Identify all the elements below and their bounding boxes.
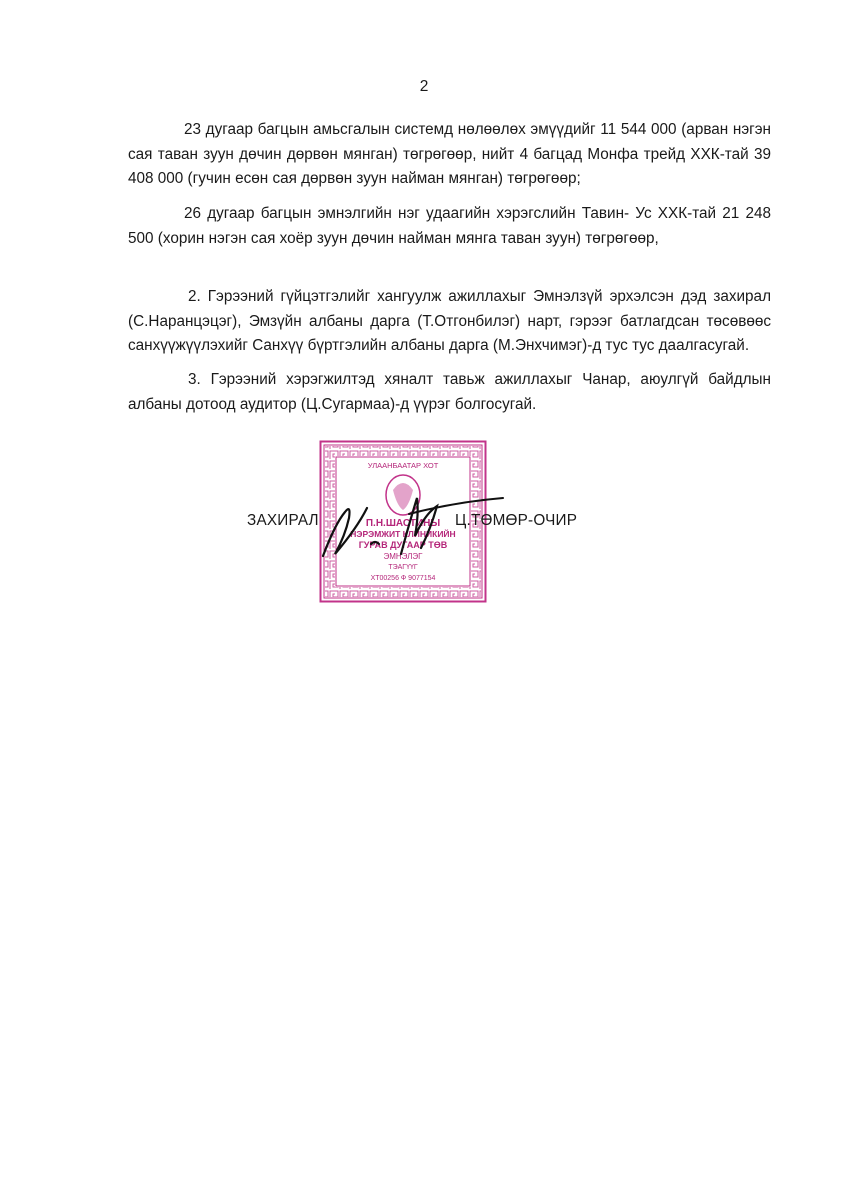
paragraph-audit [128, 368, 771, 417]
paragraph-text: 26 дугаар багцын эмнэлгийн нэг удаагийн хэрэгслийн Тавин- Ус ХХК-тай 21 248 500 (хорин нэгэн сая хоёр зуун дөчин найман мянга таван зуун) төгрөгөөр, [128, 205, 771, 247]
paragraph-text: 23 дугаар багцын амьсгалын системд нөлөөлөх эмүүдийг 11 544 000 (арван нэгэн сая таван зуун дөчин дөрвөн мянган) төгрөгөөр, нийт 4 багцад Монфа трейд ХХК-тай 39 408 000 (гучин есөн сая дөрвөн зуун найман мянган) төгрөгөөр; [128, 121, 771, 187]
stamp-text-hospital: ЭМНЭЛЭГ [383, 552, 423, 561]
paragraph-assignment [128, 285, 771, 359]
page-number: 2 [419, 78, 429, 95]
handwritten-signature [305, 484, 510, 564]
paragraph-text: 2. Гэрээний гүйцэтгэлийг хангуулж ажиллахыг Эмнэлзүй эрхэлсэн дэд захирал (С.Наранцэцэг), Эмзүйн албаны дарга (Т.Отгонбилэг) нарт, гэрээг батлагдсан төсөвөөс санхүүжүүлэхийг Санхүү бүртгэлийн албаны дарга (М.Энхчимэг)-д тус тус даалгасугай. [128, 288, 771, 354]
signatory-name: Ц.ТӨМӨР-ОЧИР [455, 512, 578, 529]
paragraph-text: 3. Гэрээний хэрэгжилтэд хяналт тавьж ажиллахыг Чанар, аюулгүй байдлын албаны дотоод аудитор (Ц.Сугармаа)-д үүрэг болгосугай. [128, 371, 771, 413]
signatory-title: ЗАХИРАЛ [247, 512, 319, 529]
paragraph-package-26 [128, 202, 771, 251]
stamp-text-city: УЛААНБААТАР ХОТ [367, 461, 439, 470]
paragraph-package-23 [128, 118, 771, 192]
stamp-text-center: ГУРАВ ДУГААР ТӨВ [358, 540, 448, 550]
stamp-text-clinic: НЭРЭМЖИТ КЛИНИКИЙН [350, 529, 456, 539]
stamp-text-id: ХТ00256 Ф 9077154 [370, 575, 436, 582]
stamp-text-name: П.Н.ШАСТИНЫ [365, 518, 441, 529]
signature-icon [305, 484, 510, 564]
stamp-text-sub: ТЭАГҮҮГ [388, 564, 418, 571]
